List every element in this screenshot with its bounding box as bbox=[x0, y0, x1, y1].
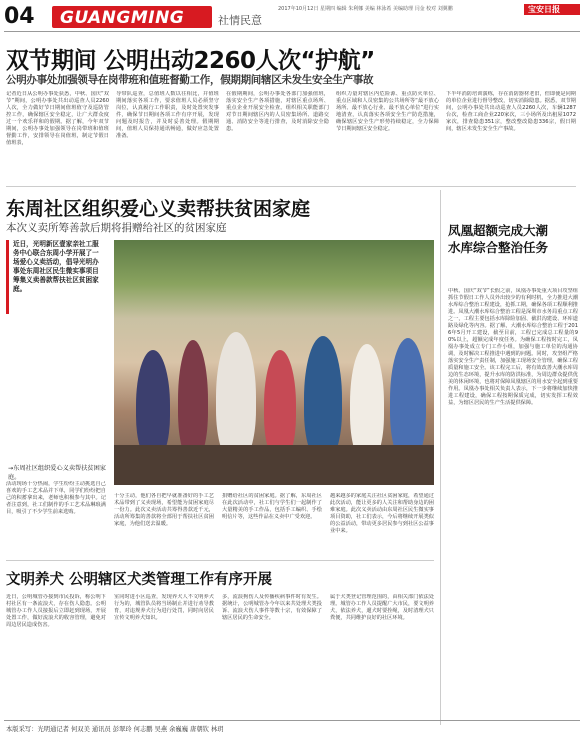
charity-subheadline: 本次义卖所筹善款后期将捐赠给社区的贫困家庭 bbox=[6, 222, 227, 234]
charity-photo bbox=[114, 240, 434, 485]
lead-col-5: 下半年消防培训演练，存在消防器材老旧，但即使是同期的单位企业进行督导整改，切实消除隐患。据悉，双节期间，公明办事处共出动巡查人员2260人次，车辆1287台次，检查工商企业220家次，三小场所及出租屋1072家次，排查隐患351宗，整改整改隐患336宗，假日期间，辖区未发生安全生产事故。 bbox=[446, 91, 576, 132]
lead-col-3: 在假期期间，公明办事处各部门加强值班，落实安全生产各项措施，对辖区重点场所、重点企业开展安全检查。组织相关职能部门对节日期间辖区内的人员密集场所、道路交通、消防安全等进行排查，及时消除安全隐患。 bbox=[226, 91, 329, 132]
lead-subheadline: 公明办事处加强领导在岗带班和值班督勤工作，假期期间辖区未发生安全生产事故 bbox=[6, 74, 374, 86]
page-number: 04 bbox=[4, 4, 35, 29]
charity-sidebar-box bbox=[6, 240, 106, 352]
charity-sidebar-text: 近日，光明新区壹家亲社工服务中心联合东周小学开展了一场爱心义卖活动，倡导光明办事处东周社区民生微实事项目筹集义卖善款帮扶社区贫困家庭。 bbox=[13, 240, 99, 293]
section-divider-2 bbox=[6, 560, 434, 561]
dog-col-1: 近日，公明城管办接到市民投诉，称公明下村社区有一条流浪犬，存在伤人隐患。公明城管办工作人员接报后立即赶到现场，开展处置工作，做好流浪犬的收容管理，避免对周边居民造成伤害。 bbox=[6, 594, 106, 628]
dog-headline: 文明养犬 公明辖区犬类管理工作有序开展 bbox=[6, 572, 273, 588]
photo-figure bbox=[178, 340, 208, 460]
lead-headline: 双节期间 公明出动2260人次“护航” bbox=[6, 48, 375, 74]
masthead-text: 宝安日报 bbox=[528, 5, 560, 14]
dog-col-3: 多，流浪狗伤人及传播疾病事件时有发生。据统计，公明城管办今年以来共处理犬类投诉、流浪犬伤人事件等数十宗，有效保障了辖区居民的生命安全。 bbox=[222, 594, 322, 621]
photo-figure bbox=[136, 350, 170, 460]
charity-col-2: 十分主动，他们各自把早就准备好的手工艺术品带到了义卖现场，希望能为贫困家庭尽一份力。此次义卖活动共筹得善款近千元，活动所筹集的善款将全部用于帮扶社区贫困家庭，为他们送去温暖。 bbox=[114, 493, 214, 527]
photo-figure bbox=[264, 350, 296, 460]
section-divider-1 bbox=[6, 186, 576, 187]
photo-table bbox=[114, 445, 434, 485]
photo-figure bbox=[390, 338, 426, 462]
dog-col-2: 室同时进小区巡查，发现养犬人不文明养犬行为的，城管队员将当场制止并进行劝导教育，对违规养犬行为进行处罚，同时向居民宣传文明养犬知识。 bbox=[114, 594, 214, 621]
charity-headline: 东周社区组织爱心义卖帮扶贫困家庭 bbox=[6, 198, 311, 220]
charity-col-3: 捐赠给社区的贫困家庭。据了解，东周社区在此次活动中，社工们与学生们一起制作了大量精美的手工作品，包括手工编织、手绘明信片等，这些作品在义卖中广受欢迎。 bbox=[222, 493, 322, 520]
footer-credits: 本版采写：光明通记者 何双美 通讯员 彭翠玲 何志鹏 吴燕 余巍巍 唐朝钦 林玥 bbox=[6, 726, 224, 733]
lead-col-2: 导带队巡查，总值班人数以往相比，并值班期间落实各项工作，要求值班人员必须坚守岗位，认真履行工作职责，及时处置突发事件，确保节日期间各项工作有序开展，发现问题及时报告，并及时妥善处理。假期期间，值班人员保持通讯畅通，做好应急处置准备。 bbox=[116, 91, 219, 139]
side-column-rule bbox=[440, 190, 441, 725]
charity-col-1: 活动现场十分热闹，学生纷纷主动挑选自己喜欢的手工艺术品并下单，同学们纷纷把自己的积蓄拿出来，老师也积极参与其中。记者注意到，社工们制作的手工艺术品琳琅满目，吸引了不少学生前来选购。 bbox=[6, 481, 106, 515]
side-body: 中秋、国庆“双节”长假之前，凤凰办事处重大项目攻坚组抓住节假日工作人员外出较少的有利时机，全力推进大潮水库综合整治工程建设，抢抓工期，确保各项工程顺利推进。凤凰大潮水库综合整治工程是深圳市水务局重点工程之一，工程主要包括水库除险加固、截洪沟建设、环库道路及绿化等内容。据了解，大潮水库综合整治工程于2016年5月开工建设，截至目前，工程已完成总工程量的90%以上，超额完成年度任务。为确保工程按时完工，凤凰办事处成立专门工作小组，加强与施工单位的沟通协调，及时解决工程推进中遇到的问题。同时，攻坚组严格落实安全生产责任制，加强施工现场安全管理，确保工程质量和施工安全。该工程完工后，将有效改善大潮水库周边的生态环境，提升水库的防洪标准，为周边群众提供优美的休闲环境，也将对保障凤凰辖区的用水安全起到重要作用。凤凰办事处相关负责人表示，下一步将继续加快推进工程建设，确保工程按期保质完成，切实发挥工程效益，为辖区居民的生产生活提供保障。 bbox=[448, 288, 578, 406]
section-en-title: GUANGMING bbox=[60, 8, 185, 28]
header-rule bbox=[4, 31, 580, 32]
sidebar-accent bbox=[6, 240, 9, 314]
lead-col-4: 组织力量对辖区内危险源、重点防火单位、重点区域和人员密集的公共场所等“最不放心场所、最不放心行业、最不放心单位”进行实地清查，认真落实各项安全生产防范措施，确保辖区安全生产形势持续稳定，全力保障节日期间辖区安全稳定。 bbox=[336, 91, 439, 132]
footer-rule bbox=[4, 720, 580, 721]
photo-figure bbox=[216, 332, 256, 462]
page-meta: 2017年10月12日 星期四 编辑 朱利娜 美编 林泳希 美编助理 闫金 校对 刘翼鹏 bbox=[278, 6, 453, 12]
page-header bbox=[0, 0, 583, 32]
side-headline: 凤凰超额完成大潮水库综合整治任务 bbox=[448, 223, 549, 255]
charity-photo-caption: →东周社区组织爱心义卖帮扶贫困家庭。 bbox=[8, 465, 106, 481]
section-cn-title: 社情民意 bbox=[218, 14, 262, 27]
dog-col-4: 属于犬类登记管理范围的，由相关部门依法处理。城管办工作人员提醒广大市民，要文明养犬，依法养犬，遛犬时要拴绳，及时清理犬只粪便，共同维护良好的社区环境。 bbox=[330, 594, 434, 621]
photo-figure bbox=[304, 336, 342, 461]
charity-col-4: 越来越多的家庭关注社区贫困家庭，希望通过此次活动，能让更多的人关注和帮助身边的困难家庭。此次义卖活动由东周社区民生微实事项目资助，社工们表示，今后将继续开展类似的公益活动，带动更多居民参与到社区公益事业中来。 bbox=[330, 493, 434, 534]
lead-col-1: 记者近日从公明办事处获悉，中秋、国庆“双节”期间，公明办事处共出动巡查人员2260人次，全力做好节日期间值班值守及巡防管控工作，确保辖区安全稳定，让广大群众度过一个欢乐祥和的假期。据了解，今年双节期间，公明办事处加强领导在岗带班和值班督勤工作，安排领导在岗值班，制定节假日值班表， bbox=[6, 91, 109, 146]
